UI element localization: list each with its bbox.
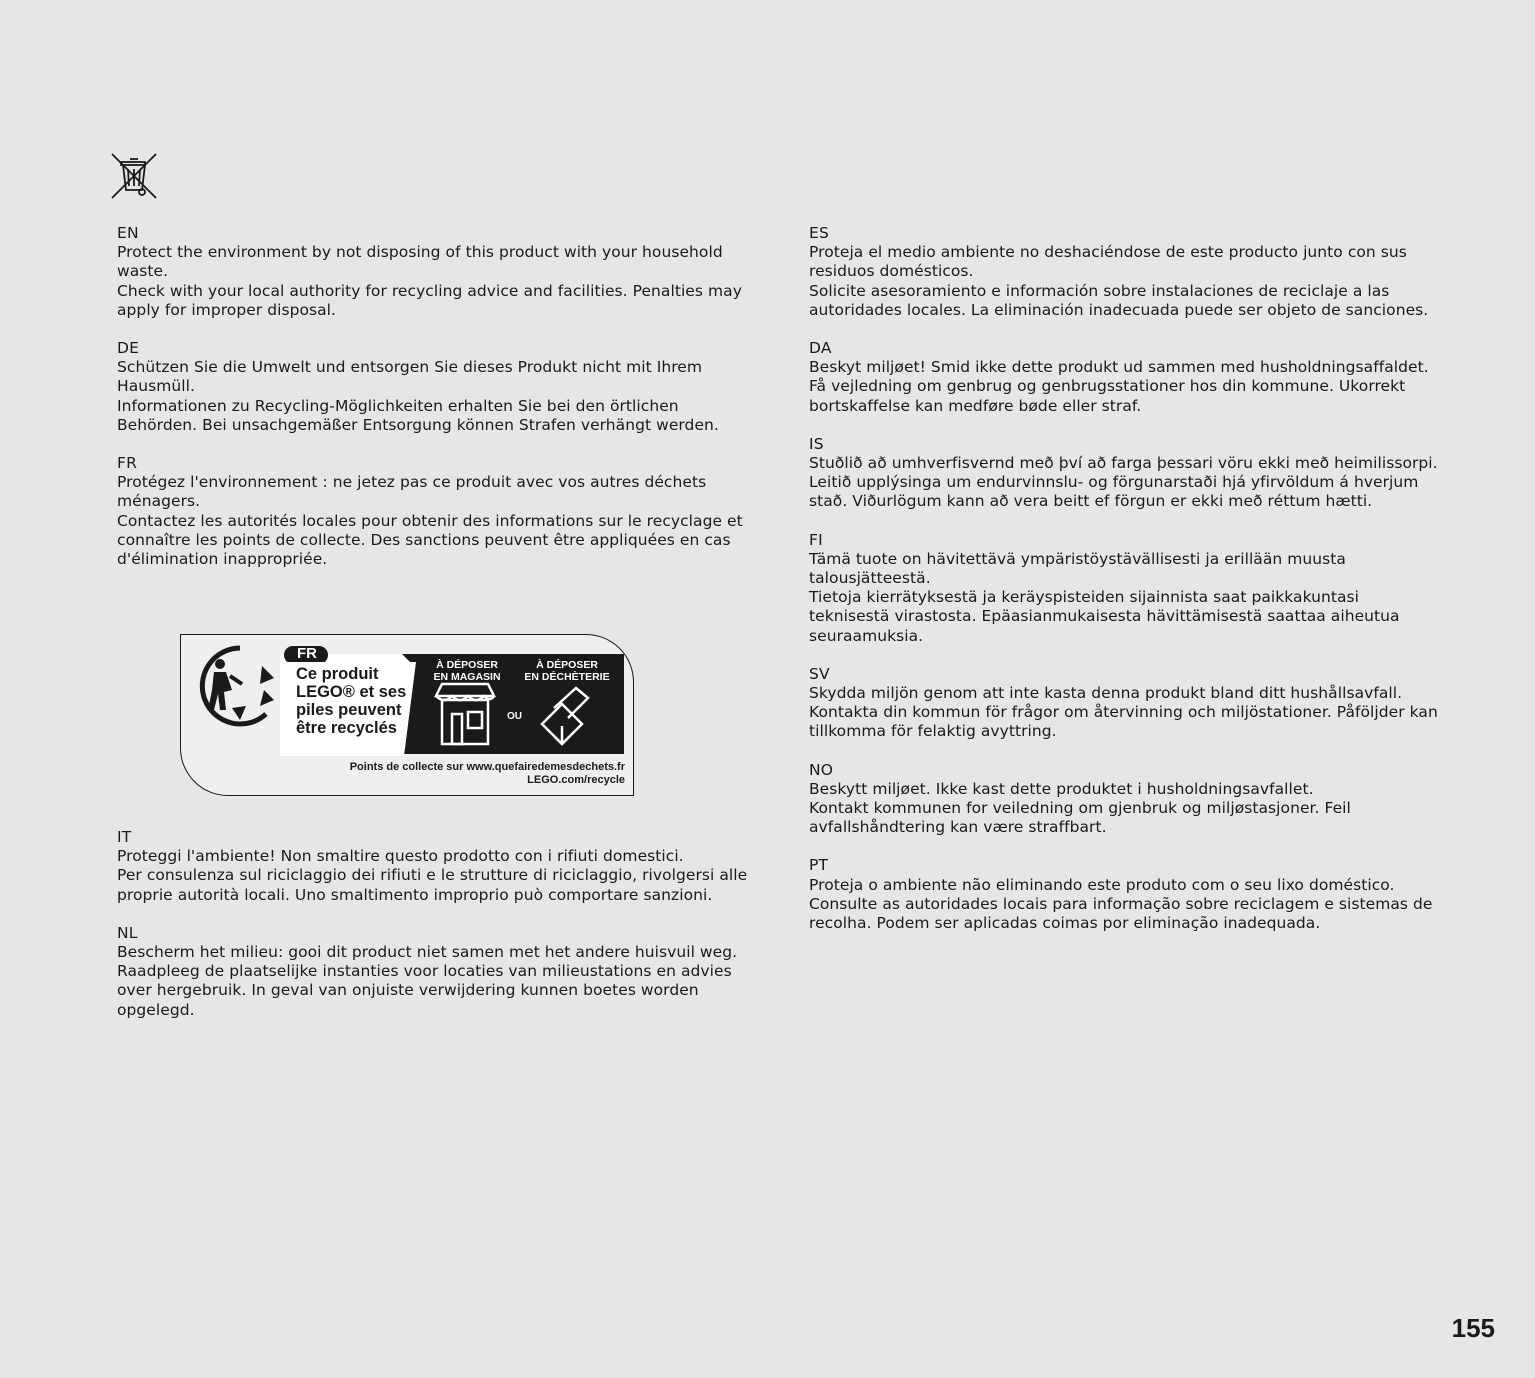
store-label [425, 659, 509, 683]
triman-country-badge: FR [297, 645, 317, 662]
paragraph: Beskytt miljøet. Ikke kast dette produktet i husholdningsavfallet. [809, 779, 1314, 798]
paragraph: Beskyt miljøet! Smid ikke dette produkt ud sammen med husholdningsaffaldet. [809, 358, 1429, 377]
paragraph: Tietoja kierrätyksestä ja keräyspisteiden sijainnista saat paikkakuntasi teknisestä virastosta. Epäasianmukaisesta hävittämisestä saattaa aiheutua seuraamuksia. [809, 588, 1400, 645]
section-sv [809, 665, 1441, 742]
lang-code: ES [809, 224, 830, 242]
paragraph: Skydda miljön genom att inte kasta denna produkt bland ditt hushållsavfall. [809, 684, 1403, 703]
section-de [117, 339, 757, 435]
section-fi [809, 531, 1441, 646]
triman-title-line: être recyclés [296, 719, 397, 737]
section-it [117, 828, 757, 905]
paragraph: Proteggi l'ambiente! Non smaltire questo prodotto con i rifiuti domestici. [117, 847, 684, 866]
lang-code: EN [117, 224, 139, 242]
page-number: 155 [1451, 1313, 1495, 1343]
paragraph: Schützen Sie die Umwelt und entsorgen Sie dieses Produkt nicht mit Ihrem Hausmüll. [117, 358, 703, 396]
paragraph: Check with your local authority for recycling advice and facilities. Penalties may apply for improper disposal. [117, 281, 742, 319]
paragraph: Proteja el medio ambiente no deshaciéndose de este producto junto con sus residuos domésticos. [809, 243, 1407, 281]
store-label-line: EN MAGASIN [433, 671, 501, 683]
triman-footer [350, 761, 625, 787]
dump-label-line: À DÉPOSER [536, 659, 598, 671]
paragraph: Informationen zu Recycling-Möglichkeiten erhalten Sie bei den örtlichen Behörden. Bei unsachgemäßer Entsorgung können Strafen verhängt werden. [117, 396, 719, 434]
lang-code: NO [809, 760, 834, 779]
lang-code: PT [809, 856, 829, 875]
section-pt [809, 856, 1441, 933]
paragraph: Leitið upplýsinga um endurvinnslu- og förgunarstaði hjá yfirvöldum á hverjum stað. Viðurlögum kann að vera beitt ef förgun er ekki með réttum hætti. [809, 473, 1419, 511]
dump-label-line: EN DÉCHÈTERIE [524, 671, 610, 683]
triman-icon [202, 648, 274, 724]
triman-recycling-label [180, 634, 634, 796]
paragraph: Stuðlið að umhverfisvernd með því að farga þessari vöru ekki með heimilissorpi. [809, 454, 1438, 473]
paragraph: Raadpleeg de plaatselijke instanties voor locaties van milieustations en advies over hergebruik. In geval van onjuiste verwijdering kunnen boetes worden opgelegd. [117, 962, 732, 1019]
section-nl [117, 924, 757, 1020]
section-fr [117, 454, 757, 569]
paragraph: Protégez l'environnement : ne jetez pas ce produit avec vos autres déchets ménagers. [117, 473, 707, 511]
paragraph: Få vejledning om genbrug og genbrugsstationer hos din kommune. Ukorrekt bortskaffelse kan medføre bøde eller straf. [809, 377, 1406, 415]
triman-title-line: LEGO® et ses [296, 683, 407, 701]
section-da [809, 339, 1441, 416]
section-no [809, 761, 1441, 838]
lang-code: IT [117, 828, 132, 846]
paragraph: Solicite asesoramiento e información sobre instalaciones de reciclaje a las autoridades locales. La eliminación inadecuada puede ser objeto de sanciones. [809, 281, 1429, 319]
triman-title-line: Ce produit [296, 665, 379, 683]
paragraph: Kontakt kommunen for veiledning om gjenbruk og miljøstasjoner. Feil avfallshåndtering kan være straffbart. [809, 799, 1351, 837]
paragraph: Bescherm het milieu: gooi dit product niet samen met het andere huisvuil weg. [117, 943, 738, 962]
section-es [809, 224, 1441, 320]
paragraph: Kontakta din kommun för frågor om återvinning och miljöstationer. Påföljder kan tillkomma för felaktig avyttring. [809, 703, 1438, 741]
or-label: OU [507, 711, 522, 722]
lang-code: FR [117, 454, 138, 473]
paragraph: Per consulenza sul riciclaggio dei rifiuti e le strutture di riciclaggio, rivolgersi alle proprie autorità locali. Uno smaltimento improprio può comportare sanzioni. [117, 866, 748, 904]
store-label-line: À DÉPOSER [436, 659, 498, 671]
crossed-out-bin-icon [108, 150, 160, 202]
lang-code: SV [809, 664, 830, 683]
lang-code: IS [809, 434, 824, 453]
collection-points-text: Points de collecte sur www.quefairedemesdechets.fr [349, 761, 625, 773]
left-column-lower [117, 828, 757, 1039]
section-is [809, 435, 1441, 512]
section-en [117, 224, 757, 320]
lang-code: DE [117, 339, 140, 358]
left-column-upper [117, 224, 757, 588]
paragraph: Protect the environment by not disposing of this product with your household waste. [117, 243, 723, 281]
dump-label [515, 659, 619, 683]
paragraph: Tämä tuote on hävitettävä ympäristöystävällisesti ja erillään muusta talousjätteestä. [809, 549, 1346, 588]
triman-title [296, 665, 406, 737]
paragraph: Contactez les autorités locales pour obtenir des informations sur le recyclage et connaître les points de collecte. Des sanctions peuvent être appliquées en cas d'élimination inappropriée. [117, 511, 743, 569]
triman-title-line: piles peuvent [296, 701, 402, 719]
paragraph: Consulte as autoridades locais para informação sobre reciclagem e sistemas de recolha. Podem ser aplicadas coimas por eliminação inadequada. [809, 894, 1433, 933]
lang-code: FI [809, 530, 823, 549]
lang-code: NL [117, 923, 138, 942]
lang-code: DA [809, 339, 832, 358]
recycle-link-text: LEGO.com/recycle [527, 774, 625, 786]
right-column [809, 224, 1441, 952]
paragraph: Proteja o ambiente não eliminando este produto com o seu lixo doméstico. [809, 875, 1395, 894]
